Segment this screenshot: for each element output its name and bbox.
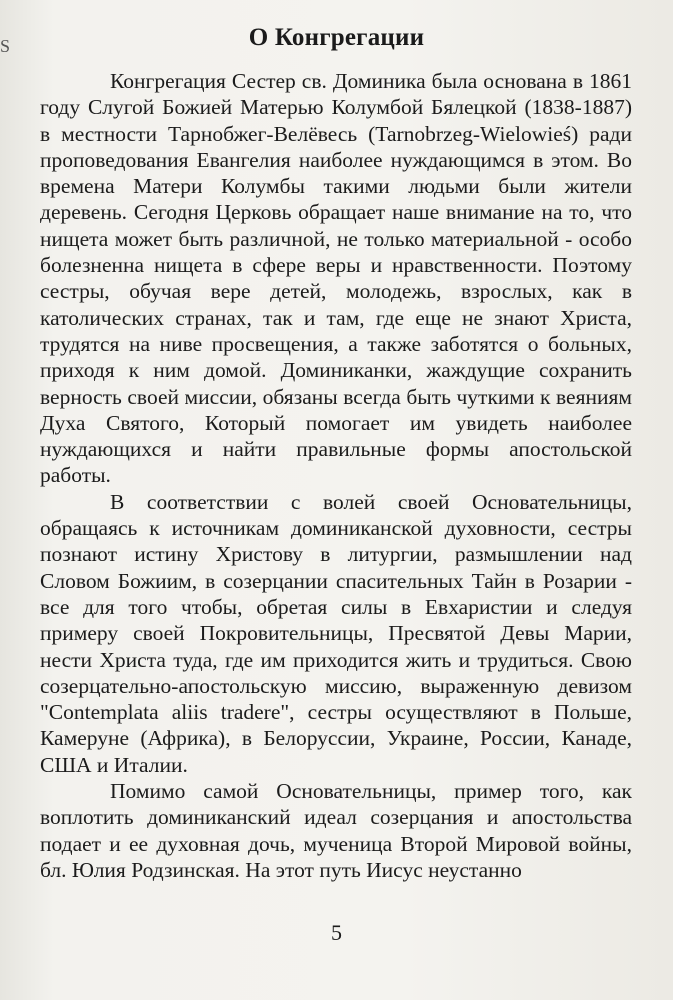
paragraph-1: Конгрегация Сестер св. Доминика была основана в 1861 году Слугой Божией Матерью Колумбой Бялецкой (1838-1887) в местности Тарнобжег-Велёвесь (Tarnobrzeg-Wielowieś) ради проповедования Евангелия наиболее нуждающимся в этом. Во времена Матери Колумбы такими людьми были жители деревень. Сегодня Церковь обращает наше внимание на то, что нищета может быть различной, не только материальной - особо болезненна нищета в сфере веры и нравственности. Поэтому сестры, обучая вере детей, молодежь, взрослых, как в католических странах, так и там, где еще не знают Христа, трудятся на ниве просвещения, а также заботятся о больных, приходя к ним домой. Доминиканки, жаждущие сохранить верность своей миссии, обязаны всегда быть чуткими к веяниям Духа Святого, Который помогает им увидеть наиболее нуждающихся и найти правильные формы апостольской работы. — [40, 69, 632, 488]
margin-mark: S — [0, 36, 11, 56]
paragraph-2: В соответствии с волей своей Основательницы, обращаясь к источникам доминиканской духовности, сестры познают истину Христову в литургии, размышлении над Словом Божиим, в созерцании спасительных Тайн в Розарии - все для того чтобы, обретая силы в Евхаристии и следуя примеру своей Покровительницы, Пресвятой Девы Марии, нести Христа туда, где им приходится жить и трудиться. Свою созерцательно-апостольскую миссию, выраженную девизом "Contemplata aliis tradere", сестры осуществляют в Польше, Камеруне (Африка), в Белоруссии, Украине, России, Канаде, США и Италии. — [40, 489, 632, 777]
body-text — [40, 68, 632, 883]
page-number: 5 — [331, 920, 342, 945]
page-title: О Конгрегации — [248, 24, 425, 51]
paragraph-3: Помимо самой Основательницы, пример того, как воплотить доминиканский идеал созерцания и апостольства подает и ее духовная дочь, мученица Второй Мировой войны, бл. Юлия Родзинская. На этот путь Иисус неустанно — [40, 779, 632, 882]
